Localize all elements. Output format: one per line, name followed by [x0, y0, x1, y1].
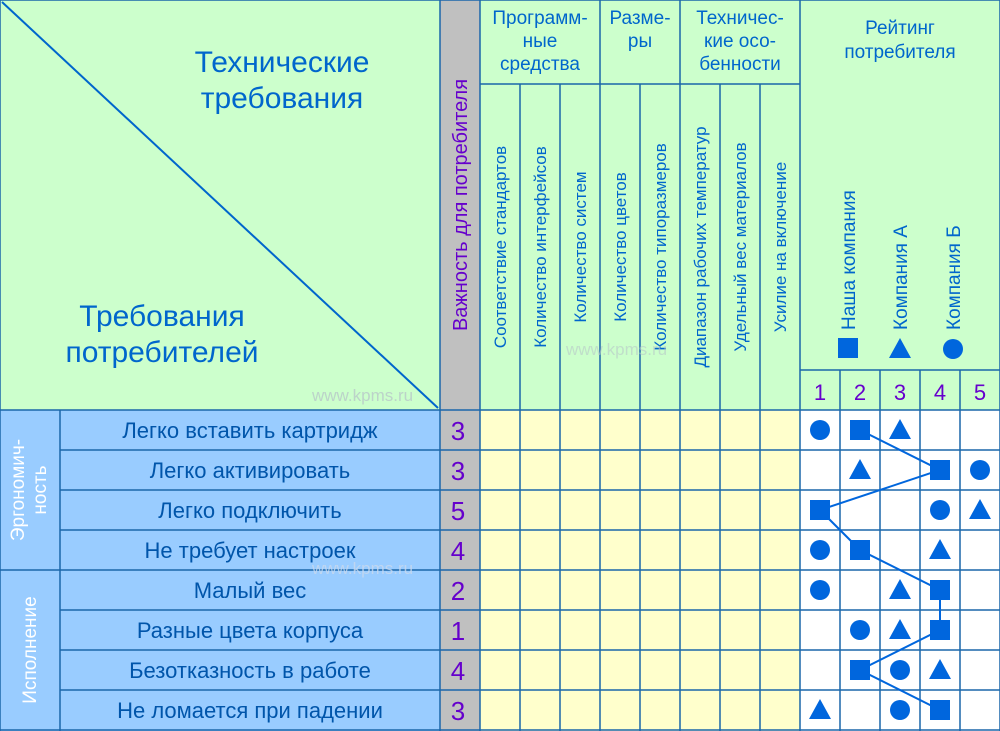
requirement-label: Легко вставить картридж	[122, 418, 378, 443]
importance-value: 2	[450, 576, 466, 606]
importance-value: 3	[450, 696, 466, 726]
our-company-marker	[930, 620, 950, 640]
watermark: www.kpms.ru	[312, 386, 414, 405]
group-header-software: Программ-	[492, 8, 588, 29]
tech-column-header: Диапазон рабочих температур	[691, 126, 710, 368]
legend-square-icon	[838, 338, 858, 358]
group-header-software-line2: ные	[522, 31, 558, 52]
importance-value: 4	[450, 536, 466, 566]
group-header-software-line3: средства	[500, 54, 580, 75]
watermark: www.kpms.ru	[566, 340, 668, 359]
importance-value: 3	[450, 416, 466, 446]
requirement-label: Легко подключить	[158, 498, 342, 523]
legend-label-our-company: Наша компания	[839, 190, 860, 330]
company-b-marker	[930, 500, 950, 520]
our-company-marker	[850, 660, 870, 680]
tech-column-header: Удельный вес материалов	[731, 142, 750, 352]
our-company-marker	[850, 540, 870, 560]
group-header-sizes: Разме-	[609, 8, 671, 29]
rating-scale-number: 3	[893, 380, 907, 405]
category-ergonomics-line2: ность	[30, 465, 51, 515]
group-header-technical-line2: кие осо-	[704, 31, 776, 52]
company-b-marker	[810, 580, 830, 600]
category-execution: Исполнение	[20, 596, 41, 704]
requirement-label: Безотказность в работе	[129, 658, 371, 683]
legend-label-company-b: Компания Б	[944, 225, 965, 330]
importance-value: 5	[450, 496, 466, 526]
requirement-label: Разные цвета корпуса	[136, 618, 364, 643]
requirement-label: Не ломается при падении	[117, 698, 383, 723]
rating-title-line2: потребителя	[844, 42, 956, 63]
company-b-marker	[890, 700, 910, 720]
requirement-label: Малый вес	[193, 578, 307, 603]
rating-scale-number: 2	[853, 380, 867, 405]
watermark: www.kpms.ru	[312, 559, 414, 578]
rating-scale-number: 1	[813, 380, 827, 405]
rating-title: Рейтинг	[865, 18, 935, 39]
our-company-marker	[930, 460, 950, 480]
tech-requirements-title: Технические	[194, 46, 370, 79]
rating-scale-number: 5	[973, 380, 987, 405]
tech-requirements-title-line2: требования	[200, 82, 364, 115]
company-b-marker	[850, 620, 870, 640]
company-b-marker	[810, 540, 830, 560]
tech-column-header: Количество систем	[571, 171, 590, 323]
tech-column-header: Количество типоразмеров	[651, 143, 670, 351]
group-header-technical: Техничес-	[696, 8, 784, 29]
our-company-marker	[850, 420, 870, 440]
requirement-label: Не требует настроек	[144, 538, 356, 563]
customer-requirements-title: Требования	[79, 300, 245, 333]
importance-value: 1	[450, 616, 466, 646]
importance-header: Важность для потребителя	[450, 78, 472, 332]
group-header-technical-line3: бенности	[699, 54, 781, 75]
tech-column-header: Усилие на включение	[771, 161, 790, 333]
our-company-marker	[930, 580, 950, 600]
tech-column-header: Количество цветов	[611, 172, 630, 322]
our-company-marker	[930, 700, 950, 720]
legend-circle-icon	[943, 339, 963, 359]
importance-value: 3	[450, 456, 466, 486]
our-company-marker	[810, 500, 830, 520]
importance-value: 4	[450, 656, 466, 686]
tech-column-header: Количество интерфейсов	[531, 146, 550, 348]
legend-label-company-a: Компания А	[891, 225, 912, 330]
group-header-sizes-line2: ры	[627, 31, 653, 52]
requirement-label: Легко активировать	[149, 458, 351, 483]
rating-scale-number: 4	[933, 380, 947, 405]
tech-column-header: Соответствие стандартов	[491, 145, 510, 349]
customer-requirements-title-line2: потребителей	[65, 336, 259, 369]
category-ergonomics: Эргономич-	[8, 438, 29, 542]
company-b-marker	[890, 660, 910, 680]
company-b-marker	[970, 460, 990, 480]
company-b-marker	[810, 420, 830, 440]
